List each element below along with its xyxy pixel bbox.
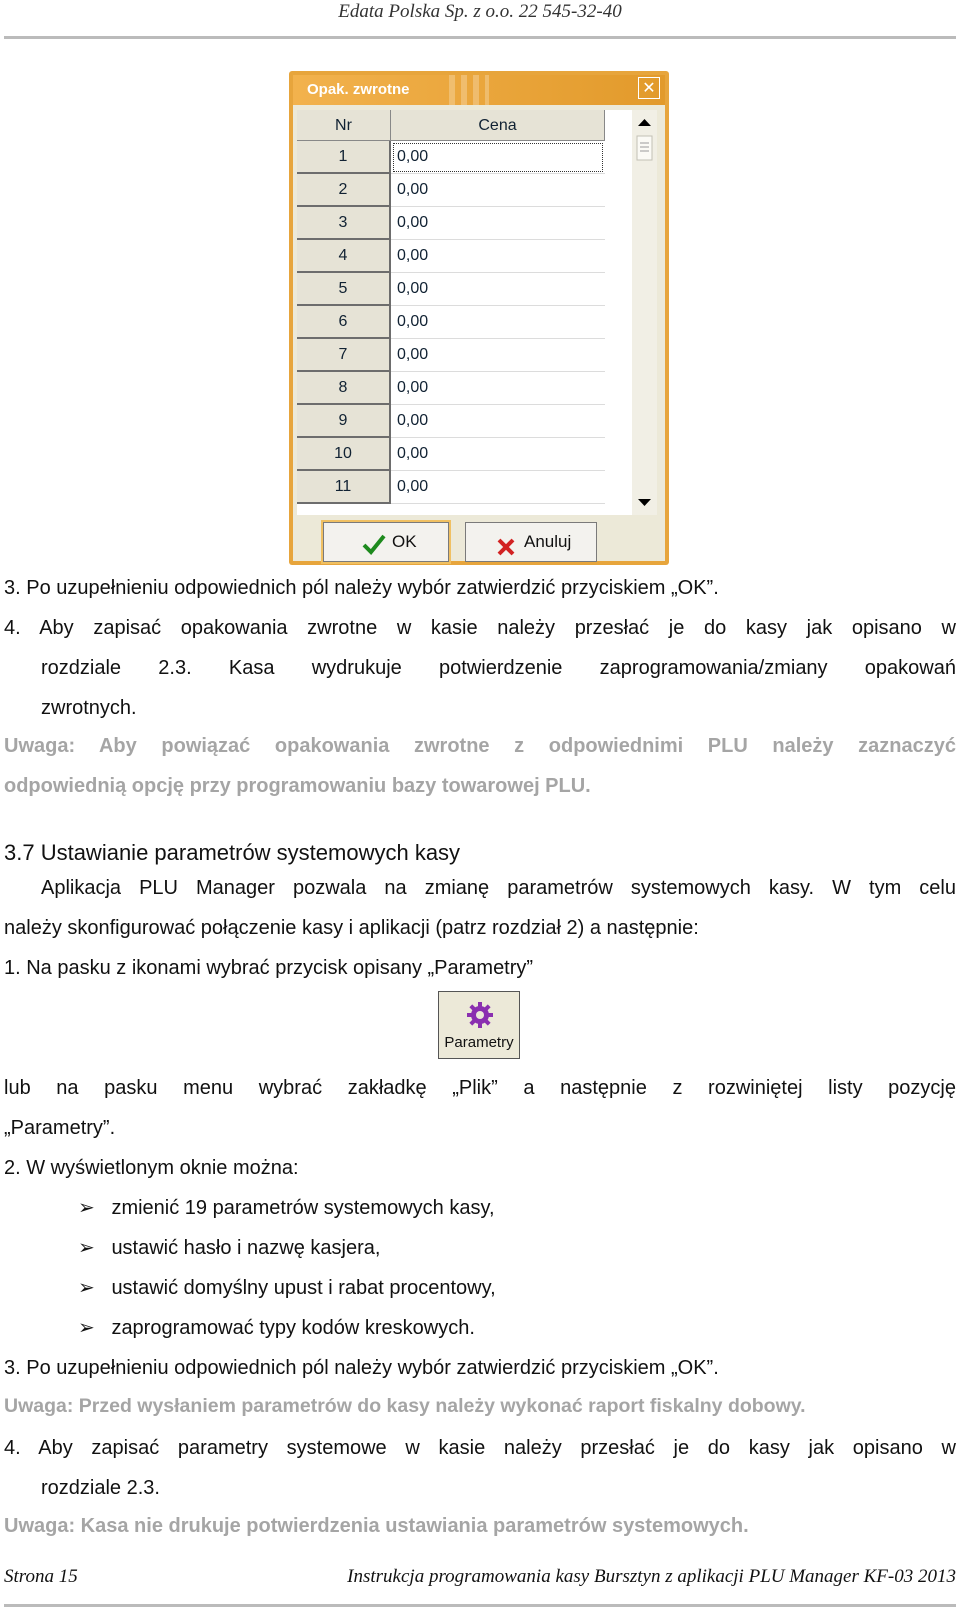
warning-daily-report: Uwaga: Przed wysłaniem parametrów do kasy należy wykonać raport fiskalny dobowy.: [4, 1395, 806, 1417]
checkmark-icon: [362, 531, 386, 569]
intro-line1: Aplikacja PLU Manager pozwala na zmianę parametrów systemowych kasy. W tym celu: [41, 877, 956, 899]
scroll-up-icon: [638, 119, 651, 126]
step-2: 2. W wyświetlonym oknie można:: [4, 1157, 299, 1179]
ok-button[interactable]: [323, 522, 449, 562]
vertical-scrollbar[interactable]: [632, 110, 657, 515]
price-cell[interactable]: 0,00: [391, 273, 605, 306]
step-4-send-line2: rozdziale 2.3. Kasa wydrukuje potwierdzenie zaprogramowania/zmiany opakowań: [41, 657, 956, 679]
price-cell[interactable]: 0,00: [391, 207, 605, 240]
price-cell[interactable]: 0,00: [391, 471, 605, 504]
row-number-cell[interactable]: 11: [297, 471, 391, 504]
scroll-down-icon: [638, 499, 651, 506]
parametry-label: Parametry: [444, 1034, 514, 1051]
column-header-cena[interactable]: Cena: [391, 110, 605, 141]
close-icon[interactable]: ✕: [638, 77, 660, 99]
returnable-packaging-dialog: [289, 71, 669, 565]
cancel-button[interactable]: [465, 522, 597, 562]
section-heading: 3.7 Ustawianie parametrów systemowych kasy: [4, 840, 461, 865]
row-number-cell[interactable]: 1: [297, 141, 391, 174]
table-row[interactable]: [297, 141, 632, 174]
scroll-thumb: [637, 136, 652, 160]
menu-alternative-line1: lub na pasku menu wybrać zakładkę „Plik” a następnie z rozwiniętej listy pozycję: [4, 1077, 956, 1099]
scrollbar-graphics: [632, 110, 657, 515]
arrow-bullet-icon: ➢: [78, 1277, 95, 1299]
price-cell[interactable]: 0,00: [391, 141, 605, 174]
footer-rule: [4, 1604, 956, 1607]
price-cell[interactable]: 0,00: [391, 405, 605, 438]
row-number-cell[interactable]: 2: [297, 174, 391, 207]
row-number-cell[interactable]: 10: [297, 438, 391, 471]
intro-line2: należy skonfigurować połączenie kasy i aplikacji (patrz rozdział 2) a następnie:: [4, 917, 699, 939]
table-row[interactable]: [297, 372, 632, 405]
table-row[interactable]: [297, 306, 632, 339]
table-row[interactable]: [297, 405, 632, 438]
column-header-nr[interactable]: Nr: [297, 110, 391, 141]
arrow-bullet-icon: ➢: [78, 1237, 95, 1259]
row-number-cell[interactable]: 9: [297, 405, 391, 438]
row-number-cell[interactable]: 4: [297, 240, 391, 273]
arrow-bullet-icon: ➢: [78, 1197, 95, 1219]
table-row[interactable]: [297, 438, 632, 471]
cross-icon: [496, 533, 516, 571]
table-row[interactable]: [297, 207, 632, 240]
price-cell[interactable]: 0,00: [391, 372, 605, 405]
price-cell[interactable]: 0,00: [391, 174, 605, 207]
cancel-label: Anuluj: [524, 532, 572, 551]
price-cell[interactable]: 0,00: [391, 240, 605, 273]
row-number-cell[interactable]: 5: [297, 273, 391, 306]
price-grid: [297, 110, 632, 515]
list-item: ➢ zmienić 19 parametrów systemowych kasy,: [78, 1197, 495, 1219]
footer-title: Instrukcja programowania kasy Bursztyn z aplikacji PLU Manager KF-03 2013: [347, 1566, 956, 1587]
gear-icon: [465, 1000, 495, 1035]
table-row[interactable]: [297, 240, 632, 273]
row-number-cell[interactable]: 7: [297, 339, 391, 372]
price-cell[interactable]: 0,00: [391, 306, 605, 339]
warning-plu-line2: odpowiednią opcję przy programowaniu bazy towarowej PLU.: [4, 775, 591, 797]
step-4-send-params-line1: 4. Aby zapisać parametry systemowe w kasie należy przesłać je do kasy jak opisano w: [4, 1437, 956, 1459]
header-rule: [4, 36, 956, 39]
options-list: [78, 1196, 496, 1356]
menu-alternative-line2: „Parametry”.: [4, 1117, 116, 1139]
dialog-title: Opak. zwrotne: [307, 81, 410, 98]
table-row[interactable]: [297, 174, 632, 207]
warning-plu-line1: Uwaga: Aby powiązać opakowania zwrotne z odpowiednimi PLU należy zaznaczyć: [4, 735, 956, 757]
table-row[interactable]: [297, 273, 632, 306]
parametry-button[interactable]: [438, 991, 520, 1059]
titlebar-pattern: [449, 75, 489, 105]
list-item: ➢ zaprogramować typy kodów kreskowych.: [78, 1317, 475, 1339]
row-number-cell[interactable]: 8: [297, 372, 391, 405]
step-3-confirm: 3. Po uzupełnieniu odpowiednich pól należy wybór zatwierdzić przyciskiem „OK”.: [4, 577, 719, 599]
row-number-cell[interactable]: 3: [297, 207, 391, 240]
ok-label: OK: [392, 532, 417, 551]
warning-no-print: Uwaga: Kasa nie drukuje potwierdzenia ustawiania parametrów systemowych.: [4, 1515, 749, 1537]
table-row[interactable]: [297, 471, 632, 504]
dialog-body: [293, 105, 665, 561]
row-number-cell[interactable]: 6: [297, 306, 391, 339]
step-4-send-line1: 4. Aby zapisać opakowania zwrotne w kasie należy przesłać je do kasy jak opisano w: [4, 617, 956, 639]
table-row[interactable]: [297, 339, 632, 372]
footer-page-number: Strona 15: [4, 1566, 78, 1587]
step-4-send-params-line2: rozdziale 2.3.: [41, 1477, 160, 1499]
step-4-send-line3: zwrotnych.: [41, 697, 137, 719]
arrow-bullet-icon: ➢: [78, 1317, 95, 1339]
list-item: ➢ ustawić hasło i nazwę kasjera,: [78, 1237, 381, 1259]
price-cell[interactable]: 0,00: [391, 339, 605, 372]
step-3-confirm-params: 3. Po uzupełnieniu odpowiednich pól należy wybór zatwierdzić przyciskiem „OK”.: [4, 1357, 719, 1379]
step-1: 1. Na pasku z ikonami wybrać przycisk opisany „Parametry”: [4, 957, 534, 979]
price-cell[interactable]: 0,00: [391, 438, 605, 471]
page-header: Edata Polska Sp. z o.o. 22 545-32-40: [338, 1, 622, 22]
list-item: ➢ ustawić domyślny upust i rabat procentowy,: [78, 1277, 496, 1299]
